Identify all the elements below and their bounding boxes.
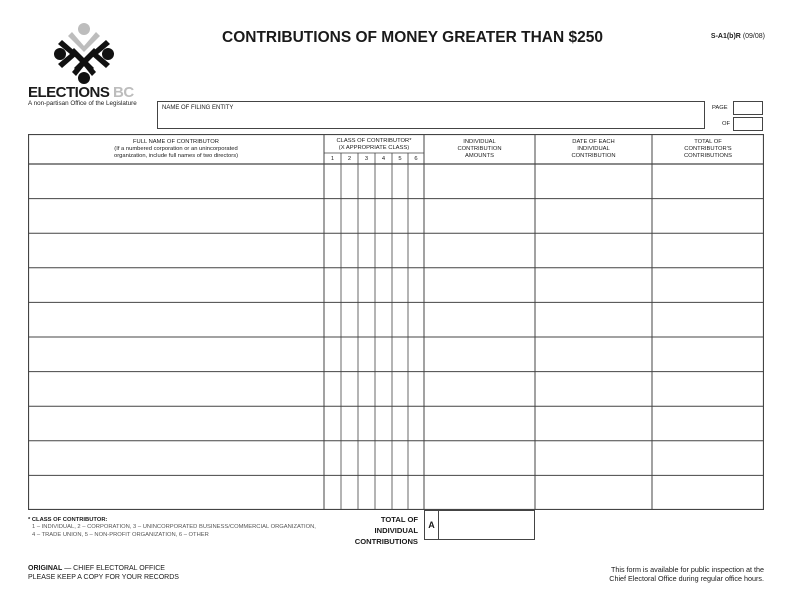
table-cell[interactable] — [342, 373, 357, 406]
table-cell[interactable] — [393, 234, 407, 267]
table-cell[interactable] — [359, 269, 374, 302]
table-cell[interactable] — [359, 200, 374, 233]
table-cell[interactable] — [536, 165, 651, 198]
table-cell[interactable] — [393, 442, 407, 475]
table-cell[interactable] — [325, 234, 340, 267]
table-cell[interactable] — [342, 234, 357, 267]
table-cell[interactable] — [29, 407, 323, 440]
table-cell[interactable] — [393, 200, 407, 233]
table-cell[interactable] — [359, 373, 374, 406]
table-cell[interactable] — [342, 269, 357, 302]
form-code-date: (09/08) — [742, 33, 765, 40]
table-cell[interactable] — [325, 476, 340, 509]
table-cell[interactable] — [29, 165, 323, 198]
table-cell[interactable] — [653, 200, 763, 233]
page-total-field[interactable] — [733, 117, 763, 131]
total-label-line3: CONTRIBUTIONS — [354, 537, 418, 546]
table-cell[interactable] — [29, 476, 323, 509]
table-cell[interactable] — [29, 303, 323, 336]
table-cell[interactable] — [376, 407, 391, 440]
table-cell[interactable] — [342, 442, 357, 475]
class-number-6: 6 — [414, 156, 418, 162]
total-box-letter: A — [424, 510, 439, 540]
table-cell[interactable] — [425, 442, 534, 475]
col-header-total-line2: CONTRIBUTOR'S — [684, 146, 732, 152]
table-cell[interactable] — [409, 234, 423, 267]
total-label-line2: INDIVIDUAL — [374, 526, 418, 535]
table-cell[interactable] — [29, 269, 323, 302]
table-cell[interactable] — [342, 200, 357, 233]
table-cell[interactable] — [425, 200, 534, 233]
table-cell[interactable] — [425, 338, 534, 371]
class-number-1: 1 — [330, 156, 335, 162]
table-cell[interactable] — [393, 373, 407, 406]
table-cell[interactable] — [536, 373, 651, 406]
table-cell[interactable] — [409, 165, 423, 198]
table-cell[interactable] — [409, 269, 423, 302]
total-label-line1: TOTAL OF — [380, 515, 418, 524]
public-inspection-line1: This form is available for public inspection at the — [610, 565, 764, 574]
col-header-name-line2: (If a numbered corporation or an unincorporated — [114, 146, 238, 152]
table-cell[interactable] — [325, 373, 340, 406]
table-cell[interactable] — [425, 373, 534, 406]
table-cell[interactable] — [376, 303, 391, 336]
table-cell[interactable] — [342, 476, 357, 509]
table-cell[interactable] — [376, 200, 391, 233]
col-header-date-line3: CONTRIBUTION — [571, 153, 616, 159]
col-header-amounts-line2: CONTRIBUTION — [457, 146, 502, 152]
table-cell[interactable] — [376, 165, 391, 198]
table-cell[interactable] — [376, 476, 391, 509]
table-cell[interactable] — [425, 269, 534, 302]
table-cell[interactable] — [359, 234, 374, 267]
table-cell[interactable] — [325, 165, 340, 198]
table-cell[interactable] — [342, 303, 357, 336]
table-cell[interactable] — [536, 338, 651, 371]
col-header-amounts-line1: INDIVIDUAL — [463, 139, 496, 145]
logo-wordmark — [28, 84, 134, 101]
table-cell[interactable] — [409, 407, 423, 440]
table-cell[interactable] — [653, 303, 763, 336]
table-cell[interactable] — [409, 338, 423, 371]
class-note-title: * CLASS OF CONTRIBUTOR: — [28, 517, 108, 523]
table-cell[interactable] — [359, 338, 374, 371]
table-cell[interactable] — [536, 200, 651, 233]
table-cell[interactable] — [376, 442, 391, 475]
table-cell[interactable] — [325, 407, 340, 440]
table-cell[interactable] — [359, 407, 374, 440]
table-cell[interactable] — [653, 373, 763, 406]
filing-entity-field[interactable] — [157, 101, 705, 129]
col-header-date-line1: DATE OF EACH — [572, 139, 615, 145]
col-header-total-line3: CONTRIBUTIONS — [684, 153, 732, 159]
table-cell[interactable] — [376, 234, 391, 267]
table-cell[interactable] — [29, 442, 323, 475]
table-cell[interactable] — [393, 269, 407, 302]
class-number-3: 3 — [364, 156, 369, 162]
table-cell[interactable] — [342, 407, 357, 440]
page-title: CONTRIBUTIONS OF MONEY GREATER THAN $250 — [222, 29, 603, 46]
table-cell[interactable] — [29, 338, 323, 371]
col-header-date — [535, 139, 652, 160]
col-header-date-line2: INDIVIDUAL — [577, 146, 610, 152]
table-cell[interactable] — [393, 303, 407, 336]
table-cell[interactable] — [376, 338, 391, 371]
class-note-line1: 1 – INDIVIDUAL, 2 – CORPORATION, 3 – UNINCORPORATED BUSINESS/COMMERCIAL ORGANIZATION, — [32, 524, 316, 530]
col-header-name — [28, 139, 324, 160]
logo-word-elections: ELECTIONS — [28, 84, 110, 101]
col-header-class-line1: CLASS OF CONTRIBUTOR* — [336, 138, 412, 144]
table-cell[interactable] — [409, 442, 423, 475]
table-cell[interactable] — [536, 407, 651, 440]
form-code — [711, 33, 765, 40]
table-cell[interactable] — [425, 234, 534, 267]
class-note-line2: 4 – TRADE UNION, 5 – NON-PROFIT ORGANIZATION, 6 – OTHER — [32, 532, 209, 538]
col-header-total-line1: TOTAL OF — [694, 139, 722, 145]
table-cell[interactable] — [536, 303, 651, 336]
total-contributions-field[interactable] — [438, 510, 535, 540]
table-cell[interactable] — [359, 442, 374, 475]
table-cell[interactable] — [376, 269, 391, 302]
table-cell[interactable] — [409, 476, 423, 509]
table-cell[interactable] — [653, 442, 763, 475]
col-header-amounts-line3: AMOUNTS — [465, 153, 494, 159]
table-cell[interactable] — [653, 476, 763, 509]
table-cell[interactable] — [325, 338, 340, 371]
table-cell[interactable] — [653, 269, 763, 302]
class-number-2: 2 — [347, 156, 352, 162]
original-destination: — CHIEF ELECTORAL OFFICE — [64, 565, 165, 572]
table-cell[interactable] — [425, 407, 534, 440]
col-header-class-line2: (X APPROPRIATE CLASS) — [338, 145, 410, 151]
filing-entity-label: NAME OF FILING ENTITY — [162, 105, 234, 111]
table-cell[interactable] — [359, 165, 374, 198]
col-header-class — [324, 138, 424, 152]
table-cell[interactable] — [536, 476, 651, 509]
col-header-name-line1: FULL NAME OF CONTRIBUTOR — [133, 139, 219, 145]
table-cell[interactable] — [342, 338, 357, 371]
col-header-name-line3: organization, include full names of two directors) — [113, 153, 239, 159]
table-cell[interactable] — [409, 373, 423, 406]
table-cell[interactable] — [653, 234, 763, 267]
table-cell[interactable] — [393, 165, 407, 198]
keep-copy-note: PLEASE KEEP A COPY FOR YOUR RECORDS — [28, 574, 179, 581]
table-cell[interactable] — [359, 303, 374, 336]
table-cell[interactable] — [425, 165, 534, 198]
table-cell[interactable] — [29, 234, 323, 267]
page-label: PAGE — [712, 105, 728, 111]
table-cell[interactable] — [376, 373, 391, 406]
table-cell[interactable] — [325, 442, 340, 475]
original-note — [28, 565, 165, 572]
table-cell[interactable] — [325, 200, 340, 233]
table-cell[interactable] — [653, 165, 763, 198]
table-cell[interactable] — [425, 303, 534, 336]
table-cell[interactable] — [536, 269, 651, 302]
col-header-amounts — [424, 139, 535, 160]
of-label: OF — [722, 121, 731, 127]
logo-word-bc: BC — [113, 84, 134, 101]
table-cell[interactable] — [536, 234, 651, 267]
table-cell[interactable] — [653, 407, 763, 440]
col-header-total — [652, 139, 764, 160]
table-cell[interactable] — [359, 476, 374, 509]
class-number-5: 5 — [398, 156, 402, 162]
public-inspection-line2: Chief Electoral Office during regular office hours. — [609, 574, 764, 583]
table-cell[interactable] — [409, 200, 423, 233]
table-cell[interactable] — [536, 442, 651, 475]
table-cell[interactable] — [29, 373, 323, 406]
total-label — [340, 514, 418, 547]
page-number-field[interactable] — [733, 101, 763, 115]
elections-bc-logo — [52, 22, 116, 86]
table-cell[interactable] — [325, 303, 340, 336]
table-cell[interactable] — [393, 407, 407, 440]
original-label: ORIGINAL — [28, 565, 63, 572]
table-cell[interactable] — [325, 269, 340, 302]
table-cell[interactable] — [653, 338, 763, 371]
table-cell[interactable] — [393, 476, 407, 509]
table-cell[interactable] — [29, 200, 323, 233]
table-cell[interactable] — [425, 476, 534, 509]
table-cell[interactable] — [342, 165, 357, 198]
table-cell[interactable] — [393, 338, 407, 371]
contributions-table — [28, 134, 764, 510]
form-code-id: S-A1(b)R — [710, 33, 741, 40]
table-cell[interactable] — [409, 303, 423, 336]
class-number-4: 4 — [381, 156, 386, 162]
logo-tagline: A non-partisan Office of the Legislature — [28, 100, 137, 107]
